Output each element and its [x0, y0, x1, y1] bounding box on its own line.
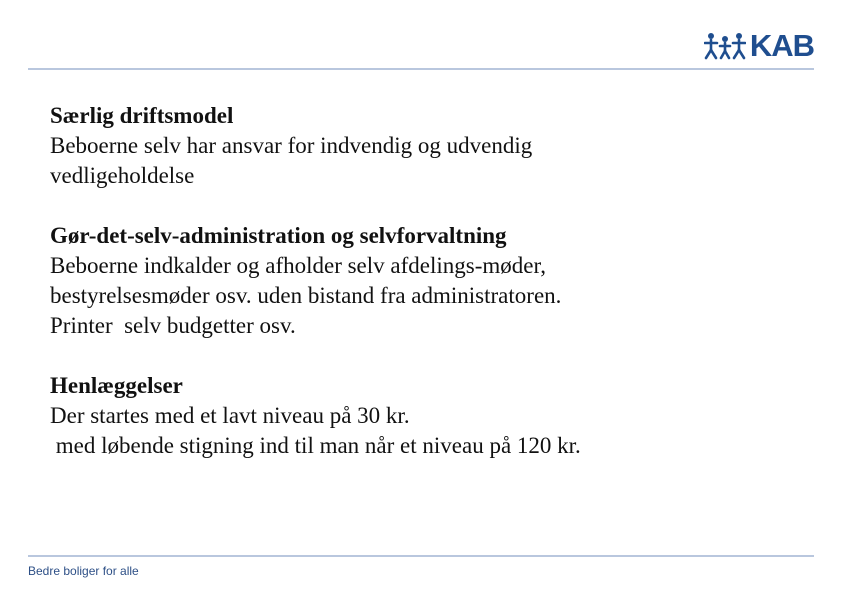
section-text-line: med løbende stigning ind til man når et niveau på 120 kr.	[50, 433, 581, 458]
section-heading: Henlæggelser	[50, 373, 183, 398]
section-heading: Gør-det-selv-administration og selvforvaltning	[50, 223, 507, 248]
kab-logo-text: KAB	[749, 27, 814, 63]
section-henlaeggelser	[50, 371, 810, 461]
section-text-line: vedligeholdelse	[50, 163, 195, 188]
footer-divider	[28, 555, 814, 557]
footer-tagline: Bedre boliger for alle	[28, 564, 139, 578]
section-text-line: Printer selv budgetter osv.	[50, 313, 296, 338]
section-text-line: Beboerne selv har ansvar for indvendig og udvendig	[50, 133, 533, 158]
kab-logo	[704, 28, 814, 62]
section-text-line: bestyrelsesmøder osv. uden bistand fra administratoren.	[50, 283, 562, 308]
section-administration	[50, 221, 810, 341]
kab-people-icon	[704, 30, 746, 60]
section-text-line: Der startes med et lavt niveau på 30 kr.	[50, 403, 410, 428]
section-text-line: Beboerne indkalder og afholder selv afdelings-møder,	[50, 253, 546, 278]
header-divider	[28, 68, 814, 70]
section-heading: Særlig driftsmodel	[50, 103, 234, 128]
section-driftsmodel	[50, 101, 810, 191]
slide-body	[50, 101, 810, 491]
